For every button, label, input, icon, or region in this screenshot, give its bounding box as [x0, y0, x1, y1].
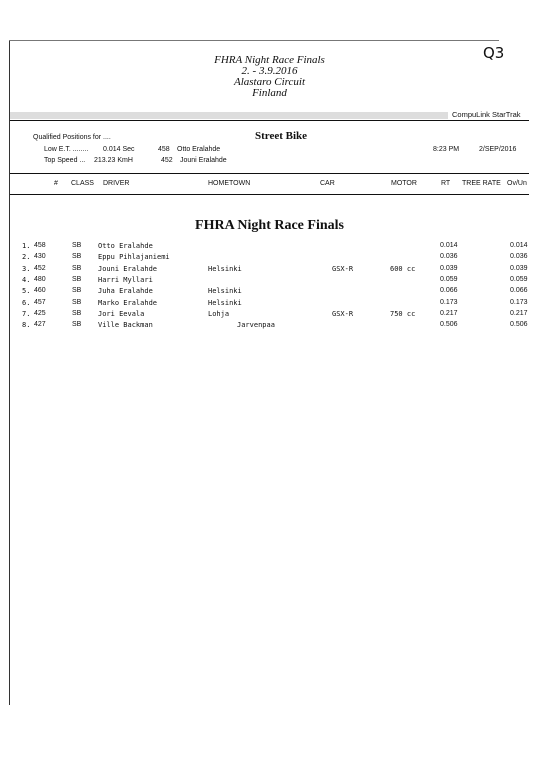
row-class: SB [72, 321, 82, 329]
row-ov-un: 0.059 [510, 275, 528, 283]
top-speed-label: Top Speed ... [44, 157, 86, 164]
rule-mid [10, 173, 529, 174]
row-number: 460 [34, 287, 46, 295]
row-number: 480 [34, 275, 46, 283]
section-title: FHRA Night Race Finals [195, 218, 344, 233]
low-et-label: Low E.T. ........ [44, 146, 89, 153]
table-row [0, 310, 539, 320]
class-title: Street Bike [255, 130, 308, 142]
col-driver: DRIVER [103, 180, 130, 187]
row-class: SB [72, 298, 82, 306]
dotted-band [10, 112, 448, 119]
row-rt: 0.506 [440, 321, 458, 329]
row-number: 425 [34, 309, 46, 317]
row-number: 457 [34, 298, 46, 306]
top-speed-number: 452 [161, 157, 173, 164]
low-et-number: 458 [158, 146, 170, 153]
row-ov-un: 0.039 [510, 264, 528, 272]
row-position: 2. [22, 253, 31, 262]
table-row [0, 287, 539, 297]
row-class: SB [72, 275, 82, 283]
row-rt: 0.059 [440, 275, 458, 283]
rule-bottom [10, 194, 529, 195]
table-row [0, 265, 539, 275]
row-ov-un: 0.036 [510, 253, 528, 261]
row-rt: 0.014 [440, 242, 458, 249]
row-position: 4. [22, 275, 31, 284]
row-hometown: Helsinki [208, 298, 242, 307]
table-row [0, 253, 539, 263]
col-car: CAR [320, 180, 335, 187]
row-driver: Otto Eralahde [98, 242, 153, 250]
row-number: 427 [34, 321, 46, 329]
row-position: 8. [22, 321, 31, 330]
col-class: CLASS [71, 180, 94, 187]
row-hometown: Helsinki [208, 264, 242, 273]
row-car: GSX-R [332, 309, 354, 318]
col-tree-rate: TREE RATE [462, 180, 501, 187]
row-driver: Jori Eevala [98, 309, 145, 318]
row-driver: Harri Myllari [98, 275, 153, 284]
row-number: 452 [34, 264, 46, 272]
low-et-value: 0.014 Sec [103, 146, 135, 153]
left-margin-line [9, 40, 10, 705]
table-row [0, 321, 539, 331]
col-num: # [54, 180, 58, 187]
row-position: 6. [22, 298, 31, 307]
row-position: 5. [22, 287, 31, 296]
row-number: 458 [34, 242, 46, 249]
event-title: FHRA Night Race Finals [214, 54, 325, 66]
row-class: SB [72, 264, 82, 272]
table-row [0, 299, 539, 309]
brand-label: CompuLink StarTrak [452, 110, 521, 119]
print-time: 8:23 PM [433, 146, 460, 153]
row-car: GSX-R [332, 264, 354, 273]
row-position: 3. [22, 264, 31, 273]
row-rt: 0.066 [440, 287, 458, 295]
row-driver: Ville Backman [98, 321, 153, 330]
row-hometown: Jarvenpaa [237, 321, 275, 330]
table-row [0, 276, 539, 286]
row-rt: 0.036 [440, 253, 458, 261]
row-driver: Juha Eralahde [98, 287, 153, 296]
row-motor: 750 cc [390, 309, 416, 318]
row-driver: Jouni Eralahde [98, 264, 158, 273]
handwritten-mark: Q3 [483, 44, 505, 62]
row-rt: 0.217 [440, 309, 458, 317]
row-class: SB [72, 309, 82, 317]
col-ov-un: Ov/Un [507, 180, 527, 187]
row-rt: 0.173 [440, 298, 458, 306]
row-class: SB [72, 253, 82, 261]
row-hometown: Helsinki [208, 287, 242, 296]
row-class: SB [72, 242, 82, 249]
col-rt: RT [441, 180, 451, 187]
table-row [0, 242, 539, 252]
print-date: 2/SEP/2016 [479, 146, 517, 153]
top-border-line [9, 40, 499, 41]
row-ov-un: 0.173 [510, 298, 528, 306]
event-country: Finland [252, 87, 287, 99]
row-driver: Eppu Pihlajaniemi [98, 253, 170, 262]
event-dates: 2. - 3.9.2016 [241, 65, 298, 77]
col-motor: MOTOR [391, 180, 417, 187]
row-rt: 0.039 [440, 264, 458, 272]
row-position: 1. [22, 242, 31, 250]
row-position: 7. [22, 309, 31, 318]
event-venue: Alastaro Circuit [234, 76, 305, 88]
rule-top [10, 120, 529, 121]
row-ov-un: 0.066 [510, 287, 528, 295]
col-hometown: HOMETOWN [208, 180, 251, 187]
row-hometown: Lohja [208, 309, 230, 318]
row-ov-un: 0.014 [510, 242, 528, 249]
low-et-driver: Otto Eralahde [177, 146, 221, 153]
top-speed-value: 213.23 KmH [94, 157, 133, 164]
row-ov-un: 0.506 [510, 321, 528, 329]
row-ov-un: 0.217 [510, 309, 528, 317]
row-number: 430 [34, 253, 46, 261]
row-driver: Marko Eralahde [98, 298, 158, 307]
row-motor: 600 cc [390, 264, 416, 273]
qualified-label: Qualified Positions for .... [33, 134, 111, 141]
top-speed-driver: Jouni Eralahde [180, 157, 227, 164]
row-class: SB [72, 287, 82, 295]
